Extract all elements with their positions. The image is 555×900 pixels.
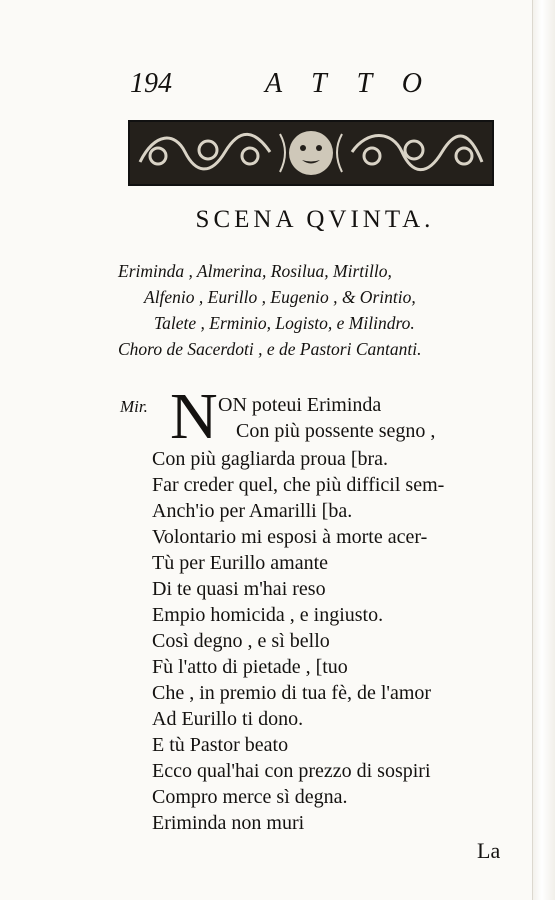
scene-title: SCENA QVINTA. <box>195 206 435 233</box>
verse-line: Volontario mi esposi à morte acer- <box>152 526 428 548</box>
verse-line: Anch'io per Amarilli [ba. <box>152 500 353 522</box>
cast-line: Talete , Erminio, Logisto, e Milindro. <box>154 313 415 333</box>
speaker-label: Mir. <box>120 397 148 416</box>
verse-line: Empio homicida , e ingiusto. <box>152 604 384 626</box>
facing-page-edge <box>532 0 555 900</box>
scroll-ornament-icon <box>130 122 492 184</box>
catchword: La <box>477 838 501 863</box>
verse-line: Con più gagliarda proua [bra. <box>152 448 389 470</box>
page-header <box>130 68 490 108</box>
verse-line: ON poteui Eriminda <box>218 394 382 416</box>
cast-line: Choro de Sacerdoti , e de Pastori Cantanti. <box>118 339 422 359</box>
cast-line: Eriminda , Almerina, Rosilua, Mirtillo, <box>118 261 392 281</box>
drop-cap: N <box>170 380 218 453</box>
ornamental-headpiece <box>128 120 494 186</box>
verse-line: Far creder quel, che più difficil sem- <box>152 474 445 496</box>
verse-line: Di te quasi m'hai reso <box>152 578 326 600</box>
verse-line: E tù Pastor beato <box>152 734 289 756</box>
running-head: ATTO <box>265 68 452 99</box>
verse-line: Ad Eurillo ti dono. <box>152 708 304 730</box>
cast-list <box>118 258 518 362</box>
verse-line: Eriminda non muri <box>152 812 305 834</box>
verse-line: Ecco qual'hai con prezzo di sospiri <box>152 760 431 782</box>
verse-line: Così degno , e sì bello <box>152 630 330 652</box>
verse-line: Che , in premio di tua fè, de l'amor <box>152 682 432 704</box>
verse-line: Compro merce sì degna. <box>152 786 348 808</box>
cast-line: Alfenio , Eurillo , Eugenio , & Orintio, <box>144 287 416 307</box>
verse-line: Tù per Eurillo amante <box>152 552 329 574</box>
verse-line: Con più possente segno , <box>236 420 436 442</box>
verse-line: Fù l'atto di pietade , [tuo <box>152 656 348 678</box>
page-number: 194 <box>130 68 172 99</box>
